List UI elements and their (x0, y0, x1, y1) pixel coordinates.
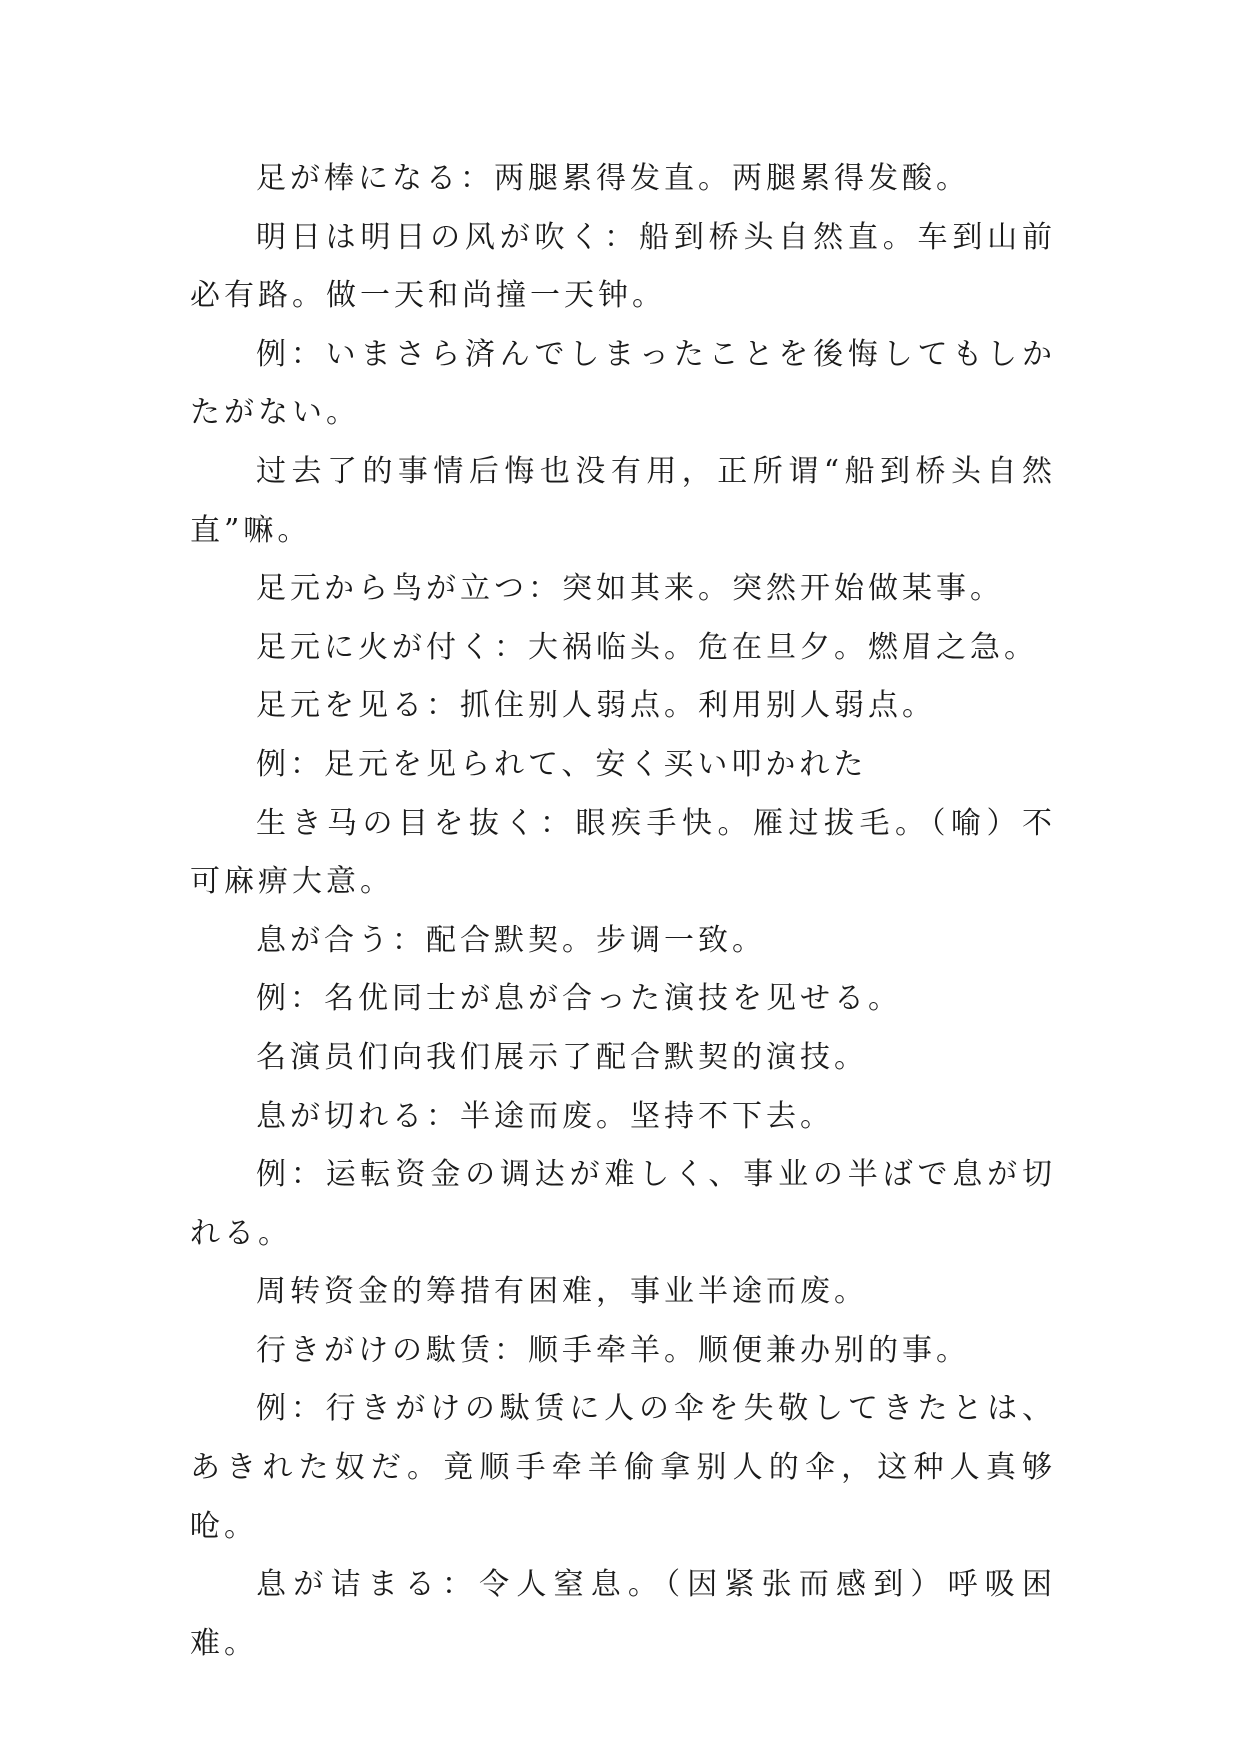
paragraph: 明日は明日の风が吹く：船到桥头自然直。车到山前必有路。做一天和尚撞一天钟。 (190, 219, 1056, 314)
paragraph: 息が合う：配合默契。步调一致。 (256, 922, 766, 958)
paragraph: 例：行きがけの駄赁に人の伞を失敬してきたとは、あきれた奴だ。竟顺手牵羊偷拿别人的伞，这种人真够呛。 (190, 1391, 1056, 1544)
paragraph: 例：いまさら済んでしまったことを後悔してもしかたがない。 (190, 336, 1056, 431)
paragraph: 足元を见る：抓住别人弱点。利用别人弱点。 (256, 688, 936, 724)
paragraph: 周转资金的筹措有困难，事业半途而废。 (256, 1274, 868, 1310)
paragraph: 足元に火が付く：大祸临头。危在旦夕。燃眉之急。 (256, 629, 1038, 665)
paragraph: 行きがけの駄赁：顺手牵羊。顺便兼办别的事。 (256, 1332, 970, 1368)
paragraph: 例：足元を见られて、安く买い叩かれた (256, 746, 868, 782)
document-body (190, 150, 1056, 1673)
paragraph: 足元から鸟が立つ：突如其来。突然开始做某事。 (256, 571, 1004, 607)
paragraph: 例：运転资金の调达が难しく、事业の半ばで息が切れる。 (190, 1157, 1056, 1251)
paragraph: 名演员们向我们展示了配合默契的演技。 (256, 1039, 868, 1075)
paragraph: 生き马の目を抜く：眼疾手快。雁过拔毛。（喻）不可麻痹大意。 (190, 805, 1056, 900)
paragraph: 例：名优同士が息が合った演技を见せる。 (256, 981, 902, 1017)
paragraph: 过去了的事情后悔也没有用，正所谓“船到桥头自然直”嘛。 (190, 453, 1056, 548)
paragraph: 息が切れる：半途而废。坚持不下去。 (256, 1098, 834, 1134)
paragraph: 息が诘まる：令人窒息。（因紧张而感到）呼吸困难。 (190, 1567, 1056, 1661)
paragraph: 足が棒になる：两腿累得发直。两腿累得发酸。 (256, 161, 970, 196)
